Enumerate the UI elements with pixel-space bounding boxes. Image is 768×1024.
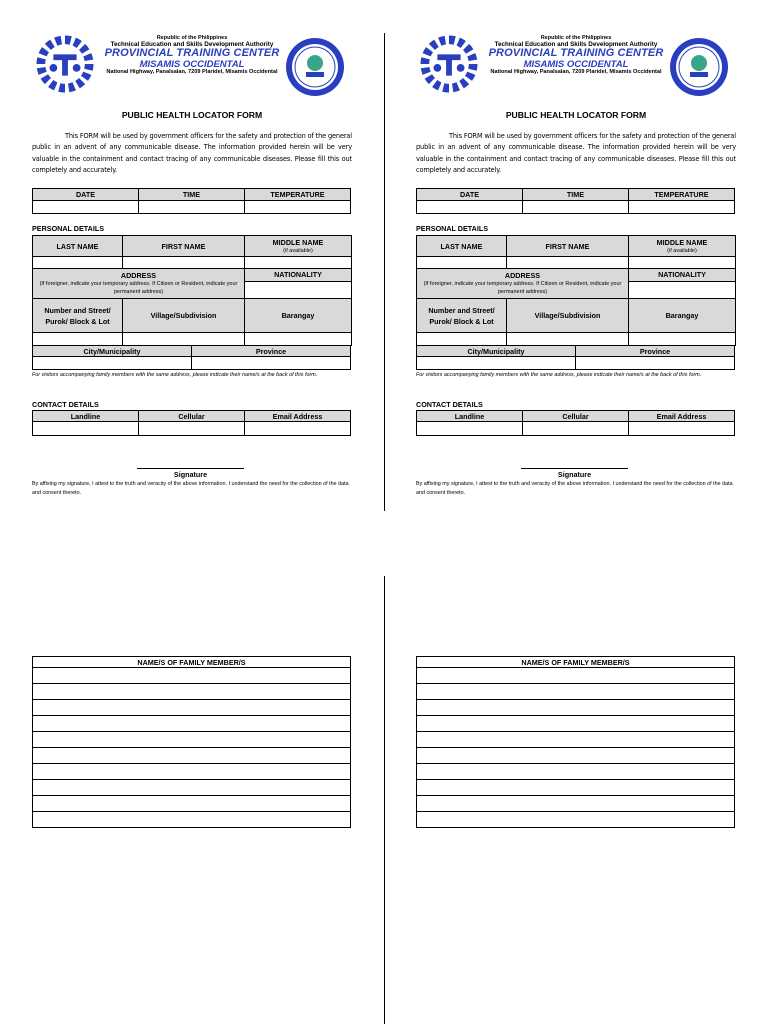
header-text bbox=[478, 36, 674, 76]
visitors-note: For visitors accompanying family members with the same address, please indicate their name/s at the back of this form. bbox=[32, 372, 318, 378]
cellular-field[interactable] bbox=[523, 422, 629, 436]
center-name: PROVINCIAL TRAINING CENTER bbox=[104, 47, 280, 60]
cellular-field[interactable] bbox=[139, 422, 245, 436]
time-header: TIME bbox=[523, 189, 629, 201]
locator-form-right bbox=[416, 30, 736, 510]
republic-text: Republic of the Philippines bbox=[540, 35, 612, 41]
last-name-field[interactable] bbox=[417, 257, 507, 269]
center-address: National Highway, Panalsalan, 7209 Plaridel, Misamis Occidental bbox=[106, 68, 278, 75]
form-title: PUBLIC HEALTH LOCATOR FORM bbox=[121, 110, 263, 120]
landline-header: Landline bbox=[33, 411, 139, 422]
date-time-table bbox=[416, 188, 735, 214]
agency-name: Technical Education and Skills Development Authority bbox=[110, 40, 274, 48]
family-member-row[interactable] bbox=[417, 668, 735, 684]
middle-name-label: MIDDLE NAME bbox=[272, 237, 324, 247]
email-field[interactable] bbox=[245, 422, 351, 436]
center-address: National Highway, Panalsalan, 7209 Plaridel, Misamis Occidental bbox=[490, 68, 662, 75]
province-header: Province bbox=[576, 346, 735, 357]
family-members-table-left bbox=[32, 656, 351, 828]
consent-text: By affixing my signature, I attest to the truth and veracity of the above information. I understand the need for the collection of the data and consent thereto. bbox=[416, 481, 733, 496]
cut-line-bottom bbox=[384, 576, 385, 1024]
address-note: (If foreigner, indicate your temporary address. If Citizen or Resident, indicate your permanent address) bbox=[423, 281, 622, 295]
first-name-header: FIRST NAME bbox=[507, 236, 629, 257]
nationality-header: NATIONALITY bbox=[629, 269, 735, 282]
nationality-cell bbox=[245, 269, 352, 299]
signature-label: Signature bbox=[173, 470, 208, 479]
first-name-field[interactable] bbox=[123, 257, 245, 269]
locator-form-left bbox=[32, 30, 352, 510]
family-member-row[interactable] bbox=[33, 812, 351, 828]
ptc-seal-logo-icon bbox=[284, 36, 346, 98]
temperature-field[interactable] bbox=[629, 201, 735, 214]
personal-details-table bbox=[32, 235, 352, 346]
number-street-field[interactable] bbox=[417, 333, 507, 346]
family-member-row[interactable] bbox=[33, 716, 351, 732]
family-member-row[interactable] bbox=[417, 748, 735, 764]
nationality-cell bbox=[629, 269, 736, 299]
address-header bbox=[417, 269, 629, 299]
family-member-row[interactable] bbox=[417, 764, 735, 780]
email-header: Email Address bbox=[629, 411, 735, 422]
personal-details-heading: PERSONAL DETAILS bbox=[416, 224, 489, 233]
landline-header: Landline bbox=[417, 411, 523, 422]
temperature-header: TEMPERATURE bbox=[245, 189, 351, 201]
last-name-header: LAST NAME bbox=[417, 236, 507, 257]
tesda-gear-logo-icon bbox=[36, 35, 94, 93]
number-street-field[interactable] bbox=[33, 333, 123, 346]
temperature-field[interactable] bbox=[245, 201, 351, 214]
city-province-table bbox=[416, 345, 735, 370]
temperature-header: TEMPERATURE bbox=[629, 189, 735, 201]
center-location: MISAMIS OCCIDENTAL bbox=[139, 58, 245, 70]
province-header: Province bbox=[192, 346, 351, 357]
signature-line[interactable] bbox=[521, 468, 628, 469]
time-header: TIME bbox=[139, 189, 245, 201]
personal-details-table bbox=[416, 235, 736, 346]
contact-details-heading: CONTACT DETAILS bbox=[32, 400, 99, 409]
signature-label: Signature bbox=[557, 470, 592, 479]
form-title: PUBLIC HEALTH LOCATOR FORM bbox=[505, 110, 647, 120]
family-member-row[interactable] bbox=[33, 684, 351, 700]
form-header bbox=[416, 30, 736, 96]
form-header bbox=[32, 30, 352, 96]
middle-name-header bbox=[245, 236, 352, 257]
family-member-row[interactable] bbox=[33, 764, 351, 780]
middle-name-header bbox=[629, 236, 736, 257]
family-member-row[interactable] bbox=[33, 700, 351, 716]
family-member-row[interactable] bbox=[33, 668, 351, 684]
if-available-note: (if available) bbox=[283, 247, 313, 254]
province-field[interactable] bbox=[192, 357, 351, 370]
family-members-header: NAME/S OF FAMILY MEMBER/S bbox=[33, 657, 351, 668]
city-field[interactable] bbox=[417, 357, 576, 370]
center-location: MISAMIS OCCIDENTAL bbox=[523, 58, 629, 70]
cellular-header: Cellular bbox=[523, 411, 629, 422]
number-street-header: Number and Street/ Purok/ Block & Lot bbox=[33, 299, 123, 333]
barangay-field[interactable] bbox=[245, 333, 352, 346]
province-field[interactable] bbox=[576, 357, 735, 370]
center-name: PROVINCIAL TRAINING CENTER bbox=[488, 47, 664, 60]
village-field[interactable] bbox=[507, 333, 629, 346]
signature-line[interactable] bbox=[137, 468, 244, 469]
city-province-table bbox=[32, 345, 351, 370]
header-text bbox=[94, 36, 290, 76]
cellular-header: Cellular bbox=[139, 411, 245, 422]
email-header: Email Address bbox=[245, 411, 351, 422]
date-header: DATE bbox=[417, 189, 523, 201]
address-note: (If foreigner, indicate your temporary address. If Citizen or Resident, indicate your permanent address) bbox=[39, 281, 238, 295]
address-label: ADDRESS bbox=[120, 271, 157, 280]
family-member-row[interactable] bbox=[33, 796, 351, 812]
intro-paragraph: This FORM will be used by government officers for the safety and protection of the general public in an advent of any communicable disease. The information provided herein will be very valuable in the containment and contact tracing of any communicable diseases. Please fill this out completely and accurately. bbox=[416, 132, 736, 174]
address-label: ADDRESS bbox=[504, 271, 541, 280]
landline-field[interactable] bbox=[33, 422, 139, 436]
consent-text: By affixing my signature, I attest to the truth and veracity of the above information. I understand the need for the collection of the data and consent thereto. bbox=[32, 481, 349, 496]
family-member-row[interactable] bbox=[417, 732, 735, 748]
time-field[interactable] bbox=[139, 201, 245, 214]
middle-name-label: MIDDLE NAME bbox=[656, 237, 708, 247]
family-member-row[interactable] bbox=[417, 716, 735, 732]
last-name-header: LAST NAME bbox=[33, 236, 123, 257]
barangay-header: Barangay bbox=[245, 299, 352, 333]
republic-text: Republic of the Philippines bbox=[156, 35, 228, 41]
ptc-seal-logo-icon bbox=[668, 36, 730, 98]
barangay-field[interactable] bbox=[629, 333, 736, 346]
family-member-row[interactable] bbox=[33, 748, 351, 764]
tesda-gear-logo-icon bbox=[420, 35, 478, 93]
time-field[interactable] bbox=[523, 201, 629, 214]
first-name-header: FIRST NAME bbox=[123, 236, 245, 257]
contact-details-heading: CONTACT DETAILS bbox=[416, 400, 483, 409]
middle-name-field[interactable] bbox=[629, 257, 736, 269]
family-member-row[interactable] bbox=[417, 684, 735, 700]
cut-line-top bbox=[384, 33, 385, 511]
contact-details-table bbox=[32, 410, 351, 436]
first-name-field[interactable] bbox=[507, 257, 629, 269]
date-time-table bbox=[32, 188, 351, 214]
village-header: Village/Subdivision bbox=[123, 299, 245, 333]
date-field[interactable] bbox=[417, 201, 523, 214]
email-field[interactable] bbox=[629, 422, 735, 436]
personal-details-heading: PERSONAL DETAILS bbox=[32, 224, 105, 233]
family-member-row[interactable] bbox=[417, 796, 735, 812]
agency-name: Technical Education and Skills Development Authority bbox=[494, 40, 658, 48]
family-member-row[interactable] bbox=[33, 732, 351, 748]
village-header: Village/Subdivision bbox=[507, 299, 629, 333]
city-header: City/Municipality bbox=[33, 346, 192, 357]
nationality-header: NATIONALITY bbox=[245, 269, 351, 282]
city-header: City/Municipality bbox=[417, 346, 576, 357]
family-members-header: NAME/S OF FAMILY MEMBER/S bbox=[417, 657, 735, 668]
landline-field[interactable] bbox=[417, 422, 523, 436]
visitors-note: For visitors accompanying family members with the same address, please indicate their name/s at the back of this form. bbox=[416, 372, 702, 378]
last-name-field[interactable] bbox=[33, 257, 123, 269]
family-member-row[interactable] bbox=[417, 780, 735, 796]
number-street-header: Number and Street/ Purok/ Block & Lot bbox=[417, 299, 507, 333]
if-available-note: (if available) bbox=[667, 247, 697, 254]
family-member-row[interactable] bbox=[33, 780, 351, 796]
date-header: DATE bbox=[33, 189, 139, 201]
family-members-table-right bbox=[416, 656, 735, 828]
city-field[interactable] bbox=[33, 357, 192, 370]
date-field[interactable] bbox=[33, 201, 139, 214]
intro-paragraph: This FORM will be used by government officers for the safety and protection of the general public in an advent of any communicable disease. The information provided herein will be very valuable in the containment and contact tracing of any communicable diseases. Please fill this out completely and accurately. bbox=[32, 132, 352, 174]
address-header bbox=[33, 269, 245, 299]
barangay-header: Barangay bbox=[629, 299, 736, 333]
contact-details-table bbox=[416, 410, 735, 436]
family-member-row[interactable] bbox=[417, 700, 735, 716]
middle-name-field[interactable] bbox=[245, 257, 352, 269]
village-field[interactable] bbox=[123, 333, 245, 346]
family-member-row[interactable] bbox=[417, 812, 735, 828]
